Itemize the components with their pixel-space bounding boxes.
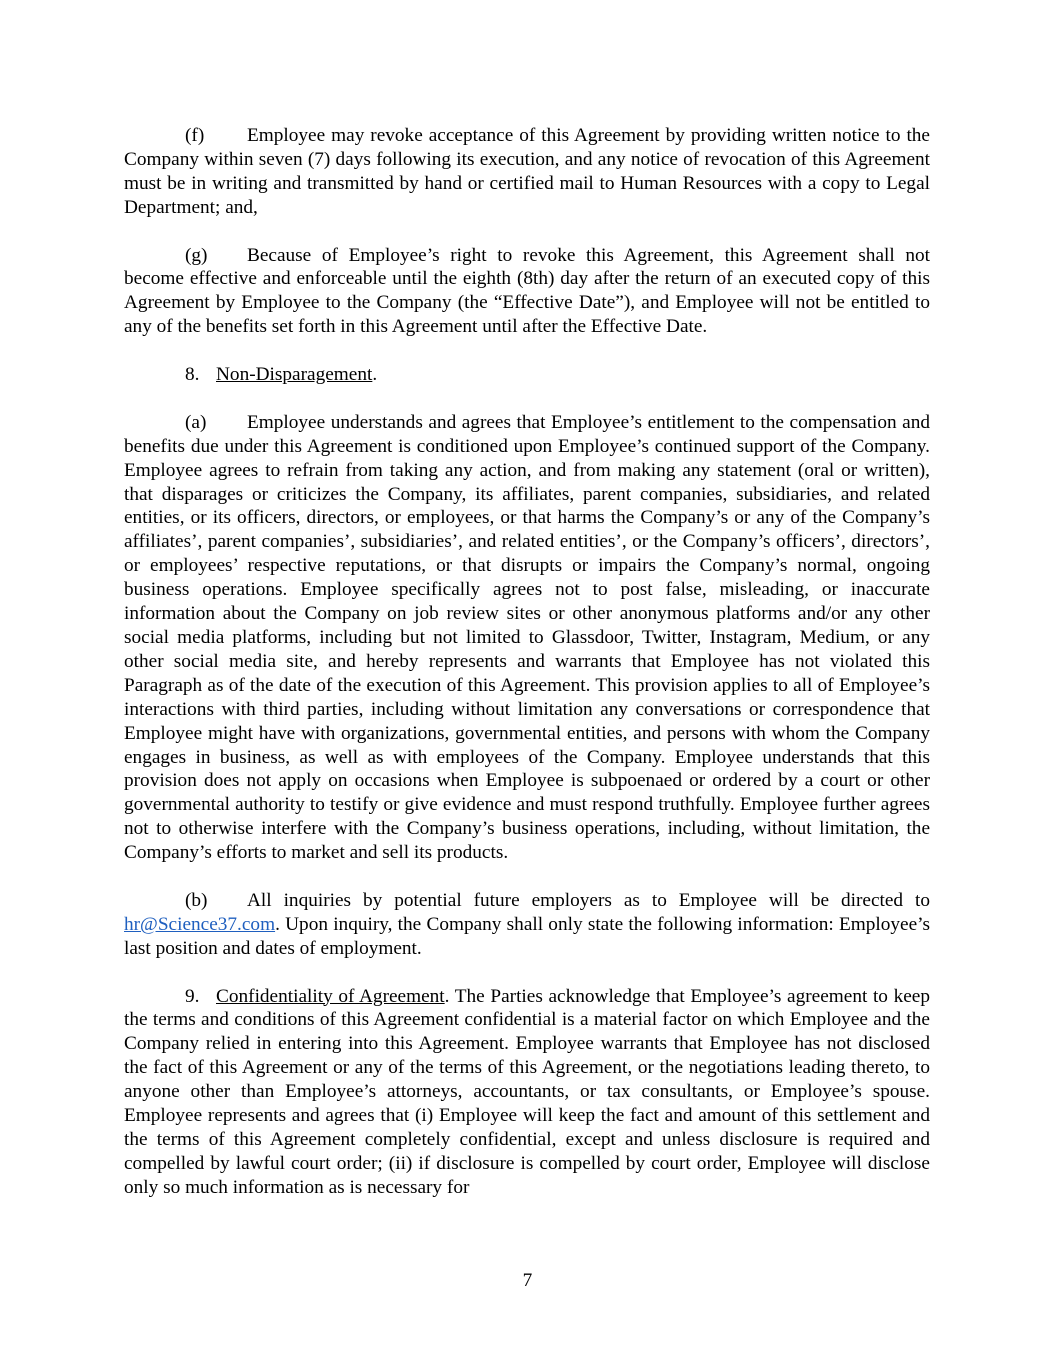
section-8-title-period: .: [372, 364, 378, 386]
section-8-title: Non-Disparagement: [216, 364, 373, 386]
paragraph-f-text: Employee may revoke acceptance of this Agreement by providing written notice to the Company within seven (7) days following its execution, and any notice of revocation of this Agreement must be in writing and transmitted by hand or certified mail to Human Resources with a copy to Legal Department; and,: [124, 125, 930, 218]
paragraph-8b-label: (b): [185, 889, 208, 911]
paragraph-8a-label: (a): [185, 411, 207, 433]
section-9-text: . The Parties acknowledge that Employee’s agreement to keep the terms and conditions of this Agreement confidential is a material factor on which Employee and the Company relied in entering into this Agreement. Employee warrants that Employee has not disclosed the fact of this Agreement or any of the terms of this Agreement, or the negotiations leading thereto, to anyone other than Employee’s attorneys, accountants, or tax consultants, or Employee’s spouse. Employee represents and agrees that (i) Employee will keep the fact and amount of this settlement and the terms of this Agreement completely confidential, except and unless disclosure is required and compelled by lawful court order; (ii) if disclosure is compelled by court order, Employee will disclose only so much information as is necessary for: [124, 985, 930, 1198]
paragraph-g: [124, 244, 930, 340]
section-8-heading: [124, 363, 930, 387]
hr-email-link[interactable]: hr@Science37.com: [124, 913, 276, 935]
page-number: 7: [522, 1270, 533, 1291]
paragraph-8a: [124, 411, 930, 865]
paragraph-g-text: Because of Employee’s right to revoke this Agreement, this Agreement shall not become effective and enforceable until the eighth (8th) day after the return of an executed copy of this Agreement by Employee to the Company (the “Effective Date”), and Employee will not be entitled to any of the benefits set forth in this Agreement until after the Effective Date.: [124, 244, 930, 338]
paragraph-f: [124, 124, 930, 220]
paragraph-f-label: (f): [185, 125, 205, 146]
paragraph-8a-text: Employee understands and agrees that Employee’s entitlement to the compensation and benefits due under this Agreement is conditioned upon Employee’s continued support of the Company. Employee agrees to refrain from taking any action, and from making any statement (oral or written), that disparages or criticizes the Company, its affiliates, parent companies, subsidiaries, and related entities, or its officers, directors, or employees, or that harms the Company’s or any of the Company’s affiliates’, parent companies’, subsidiaries’, and related entities’, or the Company’s officers’, directors’, or employees’ respective reputations, or that disrupts or impairs the Company’s normal, ongoing business operations. Employee specifically agrees not to post false, misleading, or inaccurate information about the Company on job review sites or other anonymous platforms and/or any other social media platforms, including but not limited to Glassdoor, Twitter, Instagram, Medium, or any other social media site, and hereby represents and warrants that Employee has not violated this Paragraph as of the date of the execution of this Agreement. This provision applies to all of Employee’s interactions with third parties, including without limitation any conversations or correspondence that Employee might have with organizations, governmental entities, and persons with whom the Company engages in business, as well as with employees of the Company. Employee understands that this provision does not apply on occasions when Employee is subpoenaed or ordered by a court or other governmental authority to testify or give evidence and must respond truthfully. Employee further agrees not to otherwise interfere with the Company’s business operations, including, without limitation, the Company’s efforts to market and sell its products.: [124, 411, 930, 864]
paragraph-g-label: (g): [185, 244, 208, 266]
document-page: [124, 124, 930, 1200]
section-9: [124, 985, 930, 1200]
section-9-title: Confidentiality of Agreement: [216, 985, 445, 1007]
paragraph-8b-text-before: All inquiries by potential future employers as to Employee will be directed to: [247, 889, 930, 911]
section-9-number: 9.: [185, 985, 200, 1007]
paragraph-8b: [124, 889, 930, 961]
paragraph-8b-text-after: . Upon inquiry, the Company shall only state the following information: Employee’s last position and dates of employment.: [124, 913, 930, 959]
section-8-number: 8.: [185, 364, 200, 386]
